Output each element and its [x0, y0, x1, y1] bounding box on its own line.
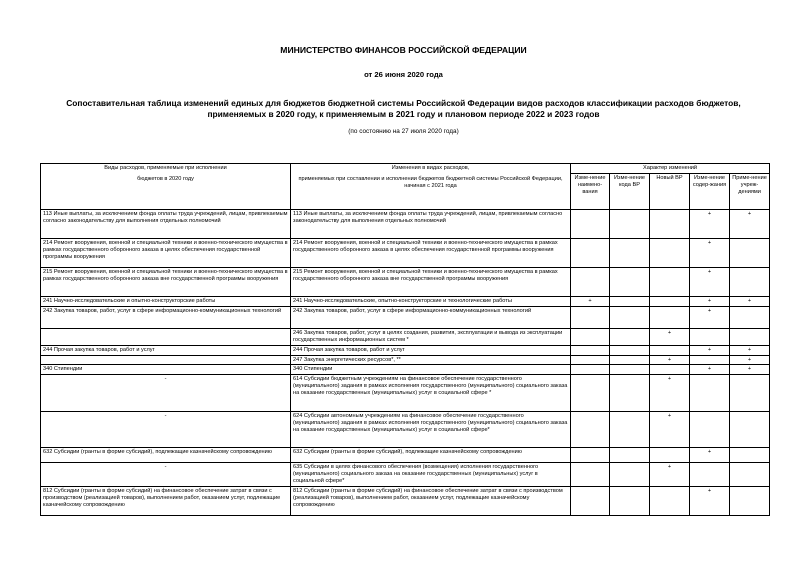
- mark-new-code: +: [650, 355, 690, 365]
- mark-content-change: +: [690, 306, 730, 328]
- table-row: [41, 487, 770, 516]
- mark-institution-use: +: [730, 296, 770, 306]
- cell-vr-2021: 246 Закупка товаров, работ, услуг в целях создания, развития, эксплуатации и вывода из эксплуатации государственных информационных систем *: [291, 328, 571, 345]
- mark-code-change: [610, 328, 650, 345]
- mark-institution-use: [730, 267, 770, 296]
- mark-content-change: +: [690, 448, 730, 463]
- table-row: [41, 463, 770, 487]
- mark-name-change: [571, 375, 610, 412]
- subheader-institution-use: Приме-нение учреж-дениями: [730, 173, 770, 209]
- cell-vr-2020: -: [41, 375, 291, 412]
- mark-new-code: +: [650, 463, 690, 487]
- mark-new-code: [650, 209, 690, 238]
- mark-name-change: [571, 328, 610, 345]
- mark-new-code: +: [650, 328, 690, 345]
- table-row: [41, 375, 770, 412]
- ministry-title: МИНИСТЕРСТВО ФИНАНСОВ РОССИЙСКОЙ ФЕДЕРАЦИИ: [280, 45, 527, 55]
- cell-vr-2020: 215 Ремонт вооружения, военной и специальной техники и военно-технического имущества в рамках государственного оборонного заказа вне государственной программы вооружения: [41, 267, 291, 296]
- table-row: [41, 296, 770, 306]
- mark-name-change: [571, 487, 610, 516]
- table-row: [41, 238, 770, 267]
- header-col-2020-line1: Виды расходов, применяемые при исполнении: [104, 165, 227, 171]
- mark-name-change: [571, 209, 610, 238]
- mark-name-change: [571, 463, 610, 487]
- cell-vr-2021: 632 Субсидии (гранты в форме субсидий), подлежащие казначейскому сопровождению: [291, 448, 571, 463]
- mark-code-change: [610, 463, 650, 487]
- document-date: от 26 июня 2020 года: [364, 70, 443, 79]
- mark-institution-use: +: [730, 355, 770, 365]
- cell-vr-2021: 635 Субсидии в целях финансового обеспечения (возмещения) исполнения государственного (муниципального) социального заказа на оказание государственных (муниципальных) услуг в социальной сфере*: [291, 463, 571, 487]
- mark-name-change: +: [571, 296, 610, 306]
- mark-code-change: [610, 296, 650, 306]
- mark-content-change: +: [690, 238, 730, 267]
- header-col-2020: [41, 164, 291, 210]
- mark-institution-use: +: [730, 209, 770, 238]
- mark-code-change: [610, 267, 650, 296]
- mark-institution-use: +: [730, 345, 770, 355]
- cell-vr-2020: 113 Иные выплаты, за исключением фонда оплаты труда учреждений, лицам, привлекаемым согласно законодательству для выполнения отдельных полномочий: [41, 209, 291, 238]
- cell-vr-2021: 340 Стипендии: [291, 365, 571, 375]
- mark-content-change: +: [690, 209, 730, 238]
- mark-name-change: [571, 238, 610, 267]
- mark-institution-use: [730, 238, 770, 267]
- mark-new-code: [650, 296, 690, 306]
- cell-vr-2021: 113 Иные выплаты, за исключением фонда оплаты труда учреждений, лицам, привлекаемым согласно законодательству для выполнения отдельных полномочий: [291, 209, 571, 238]
- mark-code-change: [610, 448, 650, 463]
- table-row: [41, 267, 770, 296]
- mark-new-code: [650, 267, 690, 296]
- document-title: [0, 98, 807, 120]
- cell-vr-2020: 812 Субсидии (гранты в форме субсидий) на финансовое обеспечение затрат в связи с производством (реализацией товаров), выполнением работ, оказанием услуг, подлежащие казначейскому сопровождению: [41, 487, 291, 516]
- cell-vr-2020: [41, 328, 291, 345]
- table-row: [41, 365, 770, 375]
- header-col-2020-line2: бюджетов в 2020 году: [137, 175, 194, 182]
- cell-vr-2021: 215 Ремонт вооружения, военной и специальной техники и военно-технического имущества в рамках государственного оборонного заказа вне государственной программы вооружения: [291, 267, 571, 296]
- cell-vr-2020: -: [41, 463, 291, 487]
- cell-vr-2020: 340 Стипендии: [41, 365, 291, 375]
- mark-new-code: [650, 238, 690, 267]
- header-col-2021: [291, 164, 571, 210]
- mark-new-code: [650, 448, 690, 463]
- header-col-2021-line1: Изменения в видах расходов,: [391, 165, 470, 171]
- mark-new-code: [650, 306, 690, 328]
- mark-new-code: [650, 345, 690, 355]
- mark-code-change: [610, 365, 650, 375]
- table-row: [41, 209, 770, 238]
- table-row: [41, 355, 770, 365]
- cell-vr-2020: 242 Закупка товаров, работ, услуг в сфере информационно-коммуникационных технологий: [41, 306, 291, 328]
- cell-vr-2020: 632 Субсидии (гранты в форме субсидий), подлежащие казначейскому сопровождению: [41, 448, 291, 463]
- status-note: (по состоянию на 27 июля 2020 года): [348, 128, 459, 135]
- cell-vr-2020: 244 Прочая закупка товаров, работ и услуг: [41, 345, 291, 355]
- mark-content-change: +: [690, 267, 730, 296]
- mark-content-change: [690, 375, 730, 412]
- cell-vr-2020: [41, 355, 291, 365]
- mark-name-change: [571, 355, 610, 365]
- table-row: [41, 345, 770, 355]
- cell-vr-2021: 247 Закупка энергетических ресурсов*, **: [291, 355, 571, 365]
- mark-content-change: +: [690, 345, 730, 355]
- table-body: [41, 209, 770, 515]
- table-row: [41, 328, 770, 345]
- mark-name-change: [571, 306, 610, 328]
- mark-content-change: [690, 328, 730, 345]
- mark-institution-use: [730, 487, 770, 516]
- subheader-new-code: Новый ВР: [650, 173, 690, 209]
- mark-code-change: [610, 345, 650, 355]
- mark-content-change: [690, 355, 730, 365]
- mark-code-change: [610, 487, 650, 516]
- mark-new-code: [650, 487, 690, 516]
- title-line-2: применяемых в 2020 году, к применяемым в 2021 году и плановом периоде 2022 и 2023 годов: [207, 109, 600, 119]
- cell-vr-2020: 214 Ремонт вооружения, военной и специальной техники и военно-технического имущества в рамках государственного оборонного заказа в целях обеспечения государственной программы вооружения: [41, 238, 291, 267]
- title-line-1: Сопоставительная таблица изменений единых для бюджетов бюджетной системы Российской Федерации видов расходов классификации расходов бюджетов,: [66, 98, 741, 108]
- cell-vr-2020: -: [41, 412, 291, 448]
- comparison-table: [40, 163, 770, 516]
- mark-content-change: +: [690, 296, 730, 306]
- cell-vr-2021: 624 Субсидии автономным учреждениям на финансовое обеспечение государственного (муниципального) задания в рамках исполнения государственного (муниципального) социального заказа на оказание государственных (муниципальных) услуг в социальной сфере*: [291, 412, 571, 448]
- mark-name-change: [571, 365, 610, 375]
- mark-new-code: +: [650, 412, 690, 448]
- table-row: [41, 412, 770, 448]
- cell-vr-2021: 244 Прочая закупка товаров, работ и услуг: [291, 345, 571, 355]
- mark-new-code: [650, 365, 690, 375]
- mark-content-change: [690, 463, 730, 487]
- mark-new-code: +: [650, 375, 690, 412]
- mark-code-change: [610, 238, 650, 267]
- mark-code-change: [610, 355, 650, 365]
- cell-vr-2021: 614 Субсидии бюджетным учреждениям на финансовое обеспечение государственного (муниципального) задания в рамках исполнения государственного (муниципального) социального заказа на оказание государственных (муниципальных) услуг в социальной сфере *: [291, 375, 571, 412]
- cell-vr-2020: 241 Научно-исследовательские и опытно-конструкторские работы: [41, 296, 291, 306]
- mark-name-change: [571, 267, 610, 296]
- mark-name-change: [571, 345, 610, 355]
- mark-institution-use: +: [730, 365, 770, 375]
- mark-name-change: [571, 412, 610, 448]
- mark-institution-use: [730, 463, 770, 487]
- cell-vr-2021: 241 Научно-исследовательские, опытно-конструкторские и технологические работы: [291, 296, 571, 306]
- table-row: [41, 448, 770, 463]
- mark-code-change: [610, 375, 650, 412]
- mark-institution-use: [730, 448, 770, 463]
- mark-institution-use: [730, 375, 770, 412]
- subheader-code-change: Изме-нение кода ВР: [610, 173, 650, 209]
- header-change-group: Характер изменений: [571, 164, 770, 174]
- mark-content-change: [690, 412, 730, 448]
- subheader-content-change: Изме-нение содер-жания: [690, 173, 730, 209]
- mark-institution-use: [730, 412, 770, 448]
- cell-vr-2021: 812 Субсидии (гранты в форме субсидий) на финансовое обеспечение затрат в связи с производством (реализацией товаров), выполнением работ, оказанием услуг, подлежащие казначейскому сопровождению: [291, 487, 571, 516]
- mark-institution-use: [730, 328, 770, 345]
- mark-code-change: [610, 209, 650, 238]
- cell-vr-2021: 242 Закупка товаров, работ, услуг в сфере информационно-коммуникационных технологий: [291, 306, 571, 328]
- mark-code-change: [610, 412, 650, 448]
- header-col-2021-line2: применяемых при составлении и исполнении бюджетов бюджетной системы Российской Федерации, начиная с 2021 года: [298, 175, 563, 189]
- mark-content-change: +: [690, 487, 730, 516]
- mark-institution-use: [730, 306, 770, 328]
- mark-name-change: [571, 448, 610, 463]
- mark-content-change: +: [690, 365, 730, 375]
- mark-code-change: [610, 306, 650, 328]
- subheader-name-change: Изме-нение наимено-вания: [571, 173, 610, 209]
- cell-vr-2021: 214 Ремонт вооружения, военной и специальной техники и военно-технического имущества в рамках государственного оборонного заказа в целях обеспечения государственной программы вооружения: [291, 238, 571, 267]
- table-row: [41, 306, 770, 328]
